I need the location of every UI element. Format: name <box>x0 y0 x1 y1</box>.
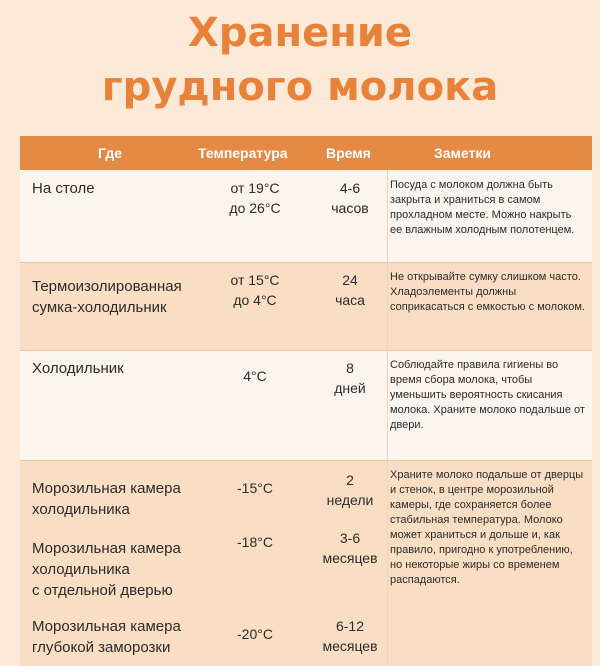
row-where: Холодильник <box>32 360 124 377</box>
freezer-note: Храните молоко подальше от дверцы и стенок, в центре морозильной камеры, где сохраняется более стабильная температура. Молоко может храниться и дольше и, как правило, пригодно к употреблению, но некоторые жиры со временем распадаются. <box>390 469 584 586</box>
row-divider <box>20 350 592 351</box>
row-where: Морозильная камера глубокой заморозки <box>32 618 181 656</box>
row-note: Соблюдайте правила гигиены во время сбора молока, чтобы уменьшить вероятность скисания молока. Храните молоко подальше от двери. <box>390 359 585 431</box>
row-note: Не открывайте сумку слишком часто. Хладоэлементы должны соприкасаться с емкостью с молоком. <box>390 271 585 313</box>
header-where: Где <box>98 145 123 161</box>
row-where: Морозильная камера холодильника <box>32 480 181 518</box>
row-divider <box>20 262 592 263</box>
row-temperature: от 19°С до 26°С <box>229 180 281 216</box>
row-where: Морозильная камера холодильника с отдельной дверью <box>32 540 181 599</box>
row-temperature: -18°С <box>237 534 273 550</box>
header-temperature: Температура <box>198 145 288 161</box>
title-line-1: Хранение <box>187 10 413 56</box>
row-temperature: -20°С <box>237 626 273 642</box>
title-line-2: грудного молока <box>101 64 499 110</box>
table-row <box>20 170 592 262</box>
table-row <box>20 350 592 460</box>
row-temperature: -15°С <box>237 480 273 496</box>
row-time: 4-6 часов <box>331 180 369 216</box>
row-time: 24 часа <box>335 272 365 308</box>
table-row <box>20 262 592 350</box>
freezer-block <box>20 460 592 666</box>
header-notes: Заметки <box>434 145 491 161</box>
row-time: 8 дней <box>334 360 366 396</box>
row-time: 2 недели <box>326 472 374 508</box>
row-note: Посуда с молоком должна быть закрыта и храниться в самом прохладном месте. Можно накрыть ее влажным холодным полотенцем. <box>390 179 575 236</box>
header-time: Время <box>326 145 371 161</box>
row-where: На столе <box>32 180 95 197</box>
notes-column-divider <box>387 170 388 666</box>
row-divider <box>20 460 592 461</box>
row-time: 3-6 месяцев <box>322 530 378 566</box>
row-where: Термоизолированная сумка-холодильник <box>32 278 182 316</box>
row-temperature: от 15°С до 4°С <box>230 272 280 308</box>
row-time: 6-12 месяцев <box>322 618 378 654</box>
row-temperature: 4°С <box>243 368 267 384</box>
table-header <box>20 136 592 170</box>
